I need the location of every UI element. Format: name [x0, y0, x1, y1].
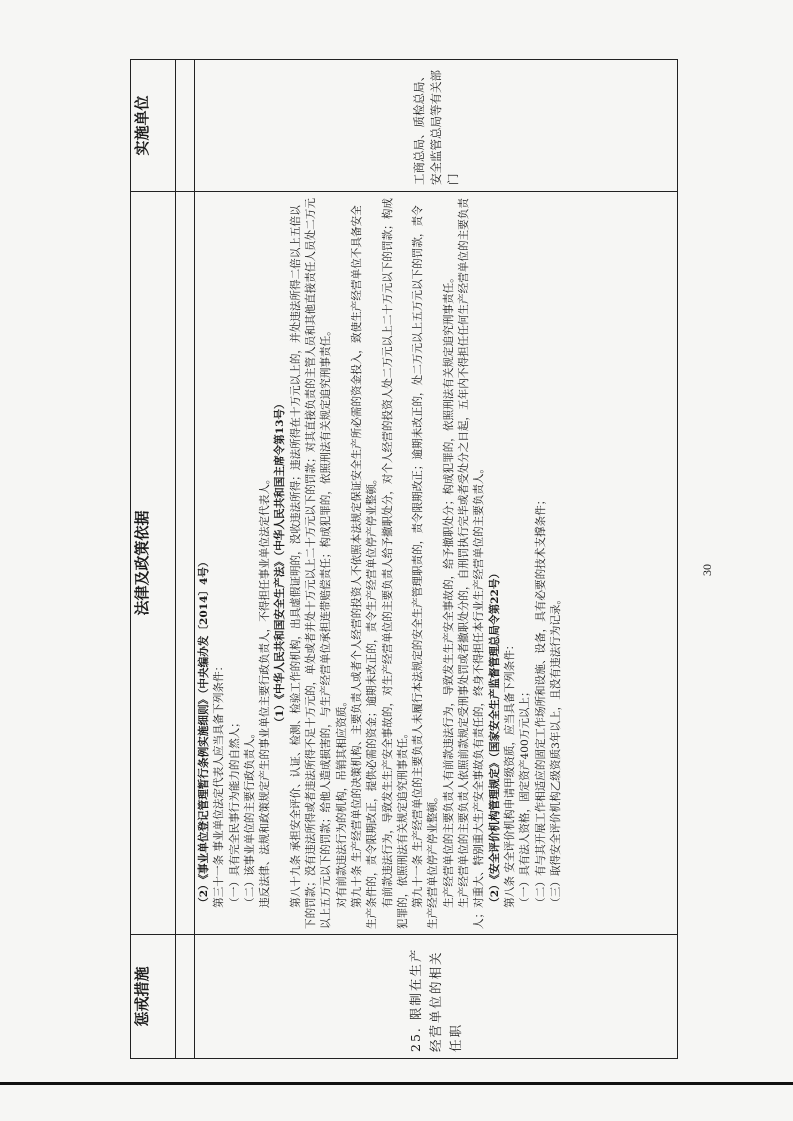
- law-heading: （2）《事业单位登记管理暂行条例实施细则》（中央编办发〔2014〕4号）: [198, 556, 210, 908]
- law-paragraph: 生产经营单位的主要负责人依照前款规定受刑事处罚或者撤职处分的，自刑罚执行完毕或者受处分之日起，五年内不得担任任何生产经营单位的主要负责人；对重大、特别重大生产安全事故负有责任的，终身不得担任本行业生产经营单位的主要负责人。: [458, 198, 486, 929]
- blank-row: [176, 60, 195, 1059]
- agency-cell: 工商总局、质检总局、安全监管总局等有关部门: [195, 60, 678, 192]
- law-paragraph: 第三十一条 事业单位法定代表人应当具备下列条件：: [213, 660, 226, 908]
- blank-cell: [176, 192, 195, 935]
- law-paragraph: 违反法律、法规和政策规定产生的事业单位主要行政负责人，不得担任事业单位法定代表人。: [259, 473, 272, 908]
- law-paragraph: （二）有与其开展工作相适应的固定工作场所和设施、设备，具有必要的技术支撑条件；: [534, 494, 547, 908]
- law-heading: （1）《中华人民共和国安全生产法》（中华人民共和国主席令第13号）: [274, 398, 287, 728]
- measure-cell: 25. 限制在生产经营单位的相关任职: [195, 935, 678, 1059]
- law-paragraph: （一）具有完全民事行为能力的自然人；: [228, 717, 241, 908]
- law-paragraph: 生产经营单位的主要负责人有前款违法行为，导致发生生产安全事故的，给予撤职处分；构成犯罪的，依照刑法有关规定追究刑事责任。: [442, 272, 455, 908]
- law-heading: （2）《安全评价机构管理规定》（国家安全生产监督管理总局令第22号）: [488, 567, 501, 908]
- law-paragraph: （三）取得安全评价机构乙级资质3年以上，且没有违法行为记录。: [549, 593, 562, 908]
- law-paragraph: 第九十条 生产经营单位的决策机构、主要负责人或者个人经营的投资人不依照本法规定保证安全生产所必需的资金投入，致使生产经营单位不具备安全生产条件的，责令限期改正，提供必需的资金；逾期未改正的，责令生产经营单位停产停业整顿。: [350, 205, 379, 929]
- policy-table: [130, 59, 678, 1059]
- law-paragraph: （一）具有法人资格，固定资产400万元以上；: [519, 686, 532, 908]
- law-paragraph: 第九十一条 生产经营单位的主要负责人未履行本法规定的安全生产管理职责的，责令限期改正；逾期未改正的，处二万元以上五万元以下的罚款，责令生产经营单位停产停业整顿。: [412, 205, 440, 929]
- law-paragraph: 第八十九条 承担安全评价、认证、检测、检验工作的机构，出具虚假证明的，没收违法所得；违法所得在十万元以上的，并处违法所得二倍以上五倍以下的罚款；没有违法所得或者违法所得不足十万元的，单处或者并处十万元以上二十万元以下的罚款；对其直接负责的主管人员和其他直接责任人员处二万元以上五万元以下的罚款；给他人造成损害的，与生产经营单位承担连带赔偿责任；构成犯罪的，依照刑法有关规定追究刑事责任。: [289, 198, 333, 929]
- law-paragraph: 有前款违法行为，导致发生生产安全事故的，对生产经营单位的主要负责人给予撤职处分，对个人经营的投资人处二万元以上二十万元以下的罚款；构成犯罪的，依照刑法有关规定追究刑事责任。: [381, 198, 409, 929]
- bottom-rule: [0, 1082, 793, 1085]
- basis-list: [197, 197, 564, 929]
- page-number: 30: [700, 564, 714, 576]
- header-measure: 惩戒措施: [131, 935, 176, 1059]
- header-agency: 实施单位: [131, 60, 176, 192]
- basis-cell: [195, 192, 678, 935]
- blank-cell: [176, 935, 195, 1059]
- law-paragraph: （二）该事业单位的主要行政负责人。: [243, 727, 256, 908]
- law-paragraph: 对有前款违法行为的机构，吊销其相应资质。: [335, 695, 348, 908]
- header-basis: 法律及政策依据: [131, 192, 176, 935]
- table-row: [195, 60, 678, 1059]
- table-header-row: [131, 60, 176, 1059]
- law-paragraph: 第八条 安全评价机构申请甲级资质，应当具备下列条件：: [503, 639, 516, 908]
- blank-cell: [176, 60, 195, 192]
